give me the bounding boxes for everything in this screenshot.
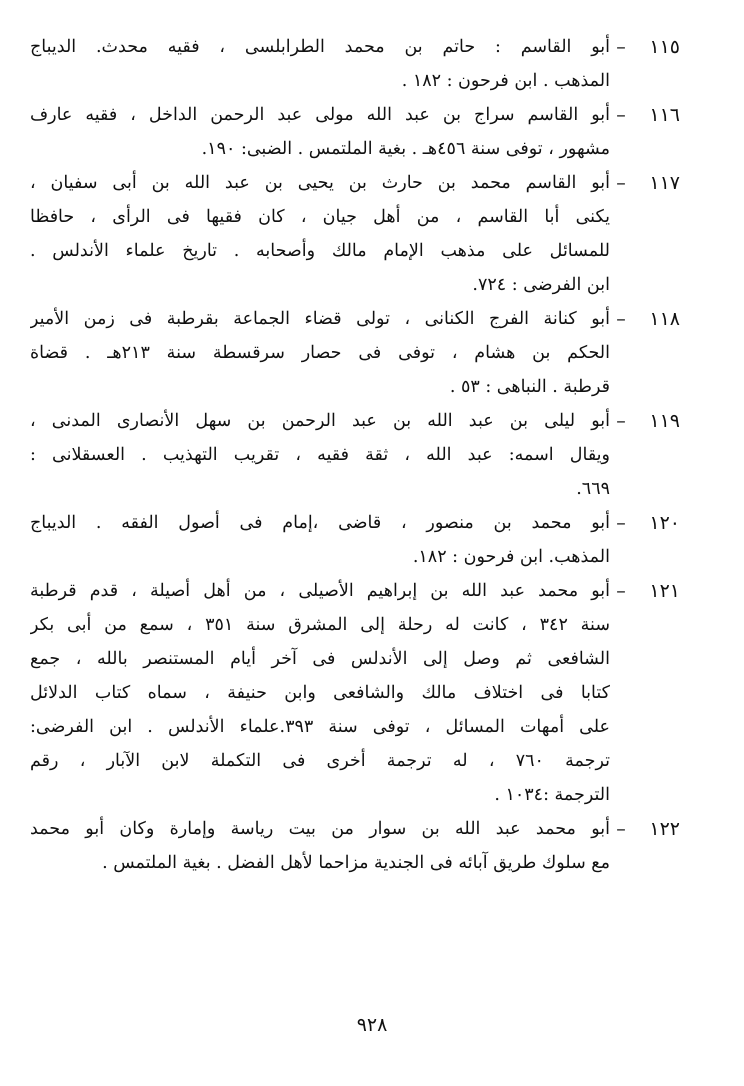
entry-line: يكنى أبا القاسم ، من أهل جيان ، كان فقيها فى الرأى ، حافظا [30,207,610,227]
entry-line: أبو محمد عبد الله بن إبراهيم الأصيلى ، من أهل أصيلة ، قدم قرطبة [30,581,610,601]
entry-line: كتابا فى اختلاف مالك والشافعى وابن حنيفة ، سماه كتاب الدلائل [30,683,610,703]
entry-line: مشهور ، توفى سنة ٤٥٦هـ . بغية الملتمس . الضبى: ١٩٠. [201,139,610,159]
entry-number: ١٢١ [649,580,680,602]
entry [30,30,680,98]
entry-line: المذهب . ابن فرحون : ١٨٢ . [401,71,610,91]
entry-text [30,98,610,166]
entry-line: مع سلوك طريق آبائه فى الجندية مزاحما لأهل الفضل . بغية الملتمس . [102,853,610,873]
entry-line: ٦٦٩. [576,479,610,499]
entry [30,812,680,880]
entry-dash: – [616,580,626,602]
entry-line: أبو محمد عبد الله بن سوار من بيت رياسة وإمارة وكان أبو محمد [30,819,610,839]
entry-line: أبو محمد بن منصور ، قاضى ،إمام فى أصول الفقه . الديباج [30,513,610,533]
entry-text [30,166,610,302]
entry [30,302,680,404]
entry-line: للمسائل على مذهب الإمام مالك وأصحابه . تاريخ علماء الأندلس . [30,241,610,261]
entry-number: ١٢٠ [649,512,680,534]
entries-list [30,30,680,880]
entry-line: ابن الفرضى : ٧٢٤. [472,275,610,295]
entry-text [30,302,610,404]
entry-line: أبو القاسم سراج بن عبد الله مولى عبد الرحمن الداخل ، فقيه عارف [30,105,610,125]
entry-dash: – [616,104,626,126]
entry-number: ١١٩ [649,410,680,432]
entry-line: أبو كنانة الفرج الكنانى ، تولى قضاء الجماعة بقرطبة فى زمن الأمير [30,309,610,329]
entry [30,506,680,574]
entry-number: ١١٨ [649,308,680,330]
entry [30,166,680,302]
entry-dash: – [616,410,626,432]
entry-line: ترجمة ٧٦٠ ، له ترجمة أخرى فى التكملة لابن الآبار ، رقم [30,751,610,771]
entry-line: أبو القاسم محمد بن حارث بن يحيى بن عبد الله بن أبى سفيان ، [30,173,610,193]
entry-number: ١١٧ [649,172,680,194]
entry-line: ويقال اسمه: عبد الله ، ثقة فقيه ، تقريب التهذيب . العسقلانى : [30,445,610,465]
entry-dash: – [616,36,626,58]
entry-text [30,506,610,574]
entry-dash: – [616,818,626,840]
entry-dash: – [616,308,626,330]
entry-line: على أمهات المسائل ، توفى سنة ٣٩٣.علماء الأندلس . ابن الفرضى: [30,717,610,737]
entry-line: أبو القاسم : حاتم بن محمد الطرابلسى ، فقيه محدث. الديباج [30,37,610,57]
entry-text [30,404,610,506]
entry-line: الحكم بن هشام ، توفى فى حصار سرقسطة سنة ٢١٣هـ . قضاة [30,343,610,363]
entry-line: قرطبة . النباهى : ٥٣ . [449,377,610,397]
entry-text [30,30,610,98]
entry-line: الشافعى ثم وصل إلى الأندلس فى آخر أيام المستنصر بالله ، جمع [30,649,610,669]
entry-number: ١٢٢ [649,818,680,840]
entry [30,98,680,166]
entry-number: ١١٥ [649,36,680,58]
entry-number: ١١٦ [649,104,680,126]
entry [30,404,680,506]
page-number: ٩٢٨ [356,1014,388,1036]
entry-line: الترجمة :١٠٣٤ . [494,785,610,805]
entry-text [30,812,610,880]
entry-line: المذهب. ابن فرحون : ١٨٢. [412,547,610,567]
entry-line: سنة ٣٤٢ ، كانت له رحلة إلى المشرق سنة ٣٥١ ، سمع من أبى بكر [30,615,610,635]
entry-dash: – [616,172,626,194]
entry-line: أبو ليلى بن عبد الله بن عبد الرحمن بن سهل الأنصارى المدنى ، [30,411,610,431]
entry-dash: – [616,512,626,534]
entry-text [30,574,610,812]
entry [30,574,680,812]
